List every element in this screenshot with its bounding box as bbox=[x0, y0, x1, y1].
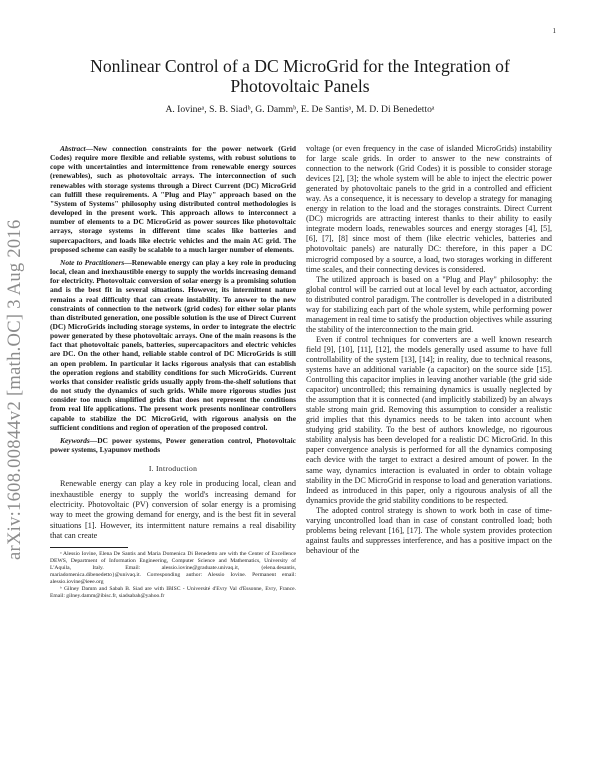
footnote-rule bbox=[50, 547, 128, 548]
author-list: A. Iovineᵃ, S. B. Siadᵇ, G. Dammᵇ, E. De Santisᵃ, M. D. Di Benedettoᵃ bbox=[165, 104, 435, 115]
intro-paragraph: Renewable energy can play a key role in producing local, clean and inexhaustible energy to supply the world's increasing demand for electricity. Photovoltaic (PV) conversion of solar energy is a promising way to meet the growing demand for energy, and is the best fit in several situations [1]. However, its intermittent nature remains a real disability that can create bbox=[50, 479, 296, 540]
note-text: —Renewable energy can play a key role in producing local, clean and inexhaustible energy to supply the worlds increasing demand for electricity. Photovoltaic conversion of solar energy is a promising solution and is the best fit in several situations. However, its intermittent nature remains a real difficulty that can create instability. To answer to the new constraints of connection to the network (grid codes) for either solar plants than distributed generation, one possible solution is the use of Direct Current (DC) MicroGrids including storage systems, in order to integrate the electric power generated by these photovoltaic arrays. One of the main reasons is the fact that photovoltaic panels, batteries, supercapacitors and electric vehicles are DC. On the other hand, reliable stable control of DC MicroGrids is still an open problem. In particular it lacks rigorous analysis that can establish the operation regions and stability conditions for such MicroGrids. Current works that consider realistic grids usually apply from-the-shelf solutions that do not study the dynamics of such grids. While more rigorous studies just consider too much simplified grids that does not represent the conditions from real life applications. The present work presents nonlinear controllers capable to stabilize the DC MicroGrid, with rigorous analysis on the sufficient conditions and region of operation of the proposed control. bbox=[50, 257, 296, 432]
note-label: Note to Practitioners bbox=[60, 257, 125, 267]
abstract-text: —New connection constraints for the power network (Grid Codes) require more flexible and reliable systems, with robust solutions to cope with uncertainties and intermittence from renewable energy sources (renewables), such as photovoltaic arrays. The interconnection of such renewables with storage systems through a Direct Current (DC) MicroGrid can fulfill these requirements. A "Plug and Play" approach based on the "System of Systems" philosophy using distributed control methodologies is developed in the present work. This approach allows to interconnect a number of elements to a DC MicroGrid as power sources like photovoltaic arrays, storage systems in different time scales like batteries and supercapacitors, and loads like electric vehicles and the main AC grid. The proposed scheme can easily be scalable to a much larger number of elements. bbox=[50, 144, 296, 254]
abstract-label: Abstract bbox=[60, 144, 86, 153]
keywords-label: Keywords bbox=[60, 435, 90, 445]
keywords bbox=[50, 436, 296, 454]
body-paragraph: The utilized approach is based on a "Plug and Play" philosophy: the global control will be carried out at local level by each actuator, according to distributed control paradigm. The controller is developed in a distributed way for stabilizing each part of the whole system, while performing power management in real time to satisfy the production objectives while assuring the stability of the interconnection to the main grid. bbox=[306, 274, 552, 334]
body-paragraph: The adopted control strategy is shown to work both in case of time-varying uncontrolled load than in case of constant controlled load; both problems being relevant [16], [17]. The whole system provides protection against faults and suppresses interference, and has a positive impact on the behaviour of the bbox=[306, 505, 552, 555]
abstract bbox=[50, 144, 296, 254]
footnote-b: ᵇ Gilney Damm and Sabah B. Siad are with IBISC - Université d'Evry Val d'Essonne, Evry, France. Email: gilney.damm@ibisc.fr, siadsabah@yahoo.fr bbox=[50, 585, 296, 599]
note-to-practitioners bbox=[50, 258, 296, 432]
body-paragraph: voltage (or even frequency in the case of islanded MicroGrids) instability for large scale grids. In order to answer to the new constraints of connection to the network (Grid Codes) it is possible to consider storage devices [2], [3]; the whole system will be able to inject the electric power generated by photovoltaic panels to the grid in a controlled and efficient way. As a consequence, it is necessary to develop a strategy for managing energy in relation to the load and the storages constraints. Direct Current (DC) microgrids are attracting interest thanks to their ability to easily integrate modern loads, renewables sources and energy storages [4], [5], [6], [7], [8] since most of them (like electric vehicles, batteries and photovoltaic panels) are naturally DC: therefore, in this paper a DC microgrid composed by a source, a load, two storages working in different time scales, and their connecting devices is considered. bbox=[306, 144, 552, 274]
footnote-a: ᵃ Alessio Iovine, Elena De Santis and Maria Domenica Di Benedetto are with the Center of Excellence DEWS, Department of Information Engineering, Computer Science and Mathematics, University of L'Aquila, Italy. Email: alessio.iovine@graduate.univaq.it, {elena.desantis, mariadomenica.dibenedetto}@univaq.it. Corresponding author: Alessio Iovine. Permanent email: alessio.iovine@ieee.org bbox=[50, 551, 296, 585]
page-number: 1 bbox=[552, 27, 556, 35]
left-column bbox=[50, 144, 296, 599]
body-paragraph: Even if control techniques for converters are a well known research field [9], [10], [11], [12], the models generally used assume to have full controllability of the system [13], [14]; in reality, due to technical reasons, systems have an additional variable (a capacitor) on the source side [15]. Controlling this capacitor implies in leaving another variable (the grid side capacitor) uncontrolled; this remaining dynamics is usually neglected by the assumption that it is connected (and implicitly stabilized) by an always stable strong main grid. Removing this assumption to consider a realistic grid implies that this dynamics needs to be taken into account when studying grid stability. To the best of authors knowledge, no rigourous stability analysis has been developed for a realistic DC MicroGrid. In this paper convergence analysis is performed for all the dynamics composing each device with the target to extract a desired amount of power. In the same way, dynamics interaction is evaluated in order to obtain voltage stability in the DC MicroGrid in response to load and generation variations. Indeed as introduced in this paper, only a rigourous analysis of all the dynamics provide the grid stability conditions to be respected. bbox=[306, 334, 552, 505]
section-heading: I. Introduction bbox=[148, 464, 198, 474]
paper-title: Nonlinear Control of a DC MicroGrid for the Integration of Photovoltaic Panels bbox=[90, 56, 510, 96]
right-column bbox=[306, 144, 552, 556]
arxiv-stamp: arXiv:1608.00844v2 [math.OC] 3 Aug 2016 bbox=[5, 219, 25, 560]
keywords-text: —DC power systems, Power generation control, Photovoltaic power systems, Lyapunov methods bbox=[50, 435, 296, 454]
